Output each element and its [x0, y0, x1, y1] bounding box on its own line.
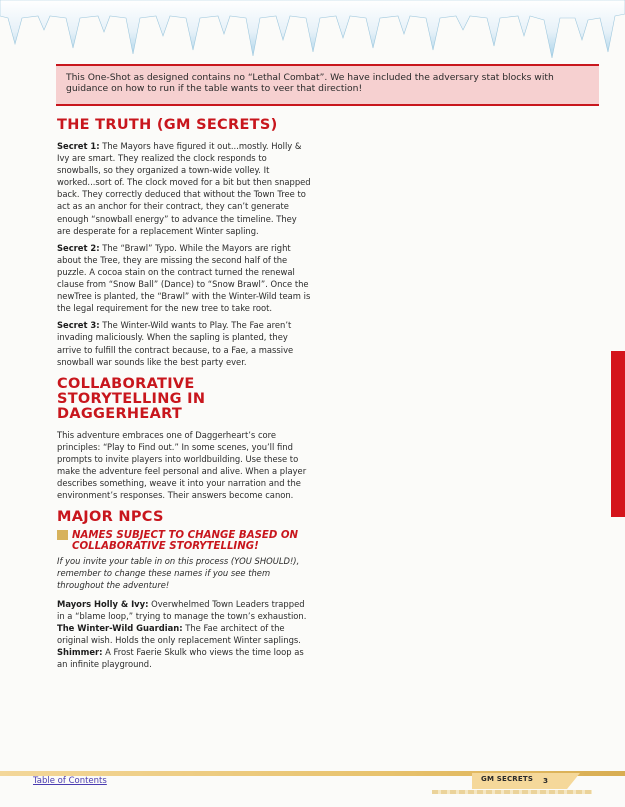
gold-square-icon — [57, 530, 68, 540]
truth-heading: THE TRUTH (GM SECRETS) — [57, 117, 278, 133]
npcs-subheading — [57, 530, 311, 552]
secret-3-text: The Winter-Wild wants to Play. The Fae aren’t invading maliciously. When the sapling is planted, they arrive to fulfill the contract because, to a Fae, a massive snowball war sounds like the best party ever. — [57, 320, 294, 367]
npcs-subheading-text: NAMES SUBJECT TO CHANGE BASED ON COLLABORATIVE STORYTELLING! — [72, 530, 299, 553]
footer-section-label: GM SECRETS — [481, 775, 534, 783]
secret-1 — [57, 140, 311, 237]
table-of-contents-link[interactable]: Table of Contents — [33, 776, 107, 786]
footer-decoration — [432, 790, 592, 794]
main-column — [57, 118, 311, 670]
npcs-heading: MAJOR NPCS — [57, 509, 164, 526]
secret-2-text: The “Brawl” Typo. While the Mayors are right about the Tree, they are missing the second half of the puzzle. A cocoa stain on the contract turned the renewal clause from “Snow Ball” (Dance) to “Snow Brawl”. Once the newTree is planted, the “Brawl” with the Winter-Wild team is the legal requirement for the new tree to take root. — [57, 242, 311, 314]
secret-1-text: The Mayors have figured it out...mostly. Holly & Ivy are smart. They realized the clock responds to snowballs, so they organized a town-wide volley. It worked...sort of. The clock moved for a bit but then snapped back. They correctly deduced that without the Town Tree to act as an anchor for their contract, they can’t generate enough “snowball energy” to advance the timeline. They are desperate for a replacement Winter sapling. — [57, 141, 311, 236]
secret-2 — [57, 242, 311, 315]
npc-desc: The Fae architect of the original wish. Holds the only replacement Winter saplings. — [57, 622, 301, 645]
callout-text: This One-Shot as designed contains no “Lethal Combat”. We have included the adversary stat blocks with guidance on how to run if the table wants to veer that direction! — [66, 72, 554, 94]
content-warning-callout — [56, 64, 599, 106]
npc-name: Mayors Holly & Ivy: — [57, 598, 149, 609]
secret-3 — [57, 319, 311, 367]
storytelling-body: This adventure embraces one of Daggerheart’s core principles: “Play to Find out.” In some scenes, you’ll find prompts to invite players into worldbuilding. Use these to make the adventure feel personal and alive. When a player describes something, weave it into your narration and the environment’s responses. Their answers become canon. — [57, 429, 307, 501]
npc-entry — [57, 646, 311, 670]
npcs-note: If you invite your table in on this process (YOU SHOULD!), remember to change these names if you see them throughout the adventure! — [57, 556, 300, 591]
secret-1-label: Secret 1: — [57, 141, 100, 151]
npc-desc: A Frost Faerie Skulk who views the time loop as an infinite playground. — [57, 646, 304, 669]
npc-list — [57, 598, 311, 671]
npc-name: The Winter-Wild Guardian: — [57, 622, 183, 633]
icicle-banner — [0, 0, 625, 64]
npc-name: Shimmer: — [57, 646, 103, 657]
chapter-side-tab — [611, 351, 625, 517]
secret-2-label: Secret 2: — [57, 242, 100, 253]
npc-entry — [57, 622, 311, 646]
npc-entry — [57, 598, 311, 622]
npc-desc: Overwhelmed Town Leaders trapped in a “blame loop,” trying to manage the town’s exhaustion. — [57, 598, 307, 621]
secret-3-label: Secret 3: — [57, 320, 100, 331]
storytelling-heading: COLLABORATIVE STORYTELLING IN DAGGERHEART — [57, 375, 206, 422]
page-number: 3 — [543, 776, 549, 785]
